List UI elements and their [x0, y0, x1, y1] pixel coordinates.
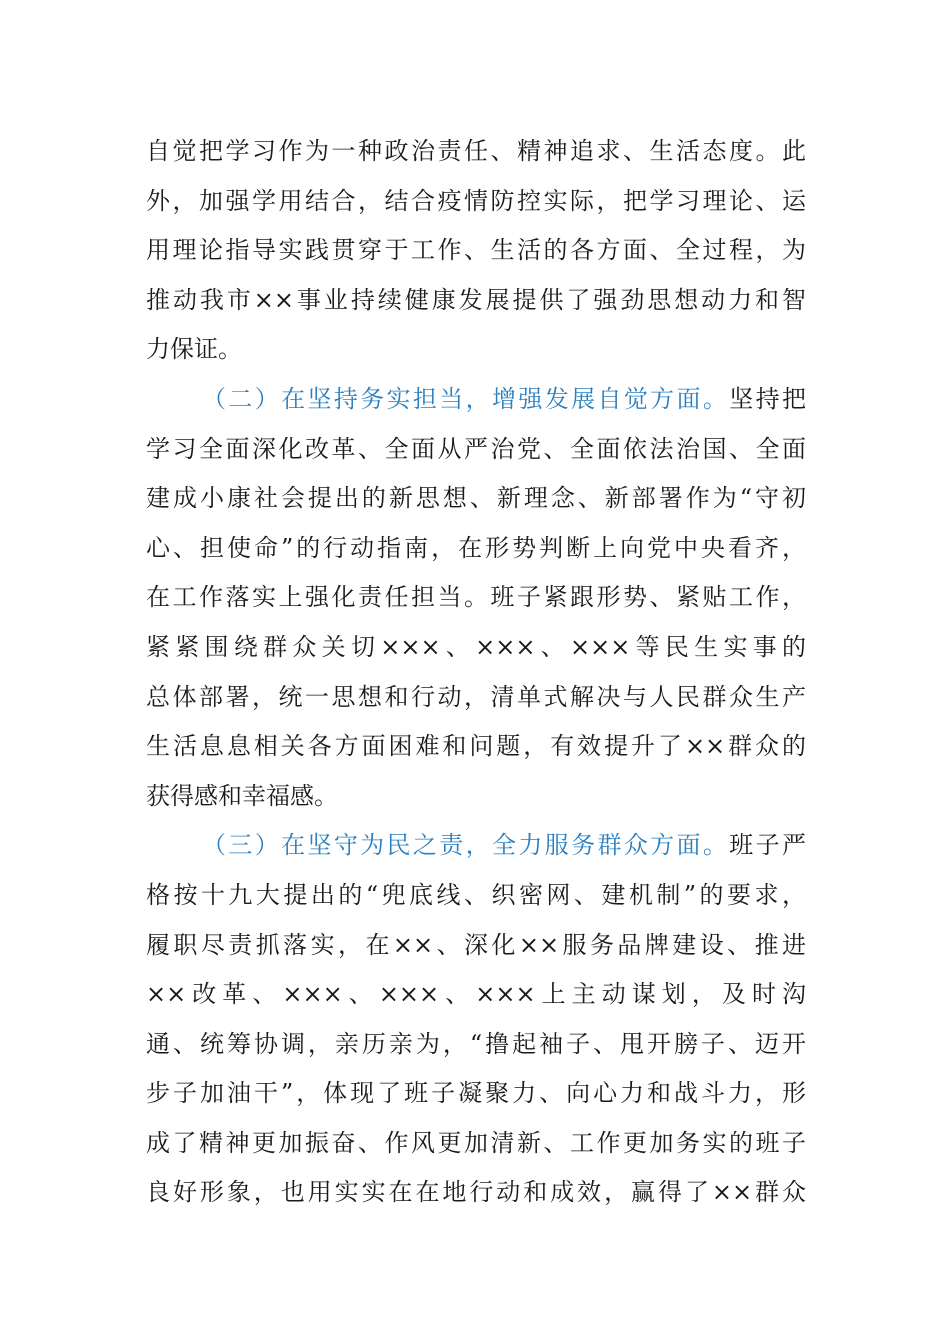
text-run: 坚持把 — [729, 384, 806, 413]
text-line — [146, 821, 806, 871]
text-line: 生活息息相关各方面困难和问题，有效提升了××群众的 — [146, 732, 806, 761]
text-line: 推动我市××事业持续健康发展提供了强劲思想动力和智 — [146, 285, 806, 314]
paragraph-1 — [146, 127, 806, 375]
text-line: 良好形象，也用实实在在地行动和成效，赢得了××群众 — [146, 1178, 806, 1207]
text-line: 学习全面深化改革、全面从严治党、全面依法治国、全面 — [146, 434, 806, 463]
text-line: 外，加强学用结合，结合疫情防控实际，把学习理论、运 — [146, 186, 806, 215]
text-run: 班子严 — [729, 831, 806, 860]
paragraph-3 — [146, 821, 806, 1218]
text-line: 紧紧围绕群众关切×××、×××、×××等民生实事的 — [146, 632, 806, 661]
document-body — [146, 127, 806, 1218]
text-line: ××改革、×××、×××、×××上主动谋划，及时沟 — [146, 980, 806, 1009]
text-line — [146, 375, 806, 425]
section-heading: （三）在坚守为民之责，全力服务群众方面。 — [202, 831, 730, 860]
text-line: 总体部署，统一思想和行动，清单式解决与人民群众生产 — [146, 682, 806, 711]
text-line: 成了精神更加振奋、作风更加清新、工作更加务实的班子 — [146, 1128, 806, 1157]
text-line: 格按十九大提出的“兜底线、织密网、建机制”的要求， — [146, 880, 806, 909]
text-line: 获得感和幸福感。 — [146, 781, 338, 810]
text-line: 在工作落实上强化责任担当。班子紧跟形势、紧贴工作， — [146, 583, 806, 612]
text-line: 自觉把学习作为一种政治责任、精神追求、生活态度。此 — [146, 137, 806, 165]
text-line: 用理论指导实践贯穿于工作、生活的各方面、全过程，为 — [146, 236, 806, 265]
text-line: 履职尽责抓落实，在××、深化××服务品牌建设、推进 — [146, 930, 806, 959]
paragraph-2 — [146, 375, 806, 821]
section-heading: （二）在坚持务实担当，增强发展自觉方面。 — [202, 384, 730, 413]
text-line: 步子加油干”，体现了班子凝聚力、向心力和战斗力，形 — [146, 1079, 806, 1108]
text-line: 建成小康社会提出的新思想、新理念、新部署作为“守初 — [146, 484, 806, 513]
text-line: 通、统筹协调，亲历亲为，“撸起袖子、甩开膀子、迈开 — [146, 1029, 806, 1058]
text-line: 心、担使命”的行动指南，在形势判断上向党中央看齐， — [146, 533, 806, 562]
text-line: 力保证。 — [146, 335, 242, 364]
